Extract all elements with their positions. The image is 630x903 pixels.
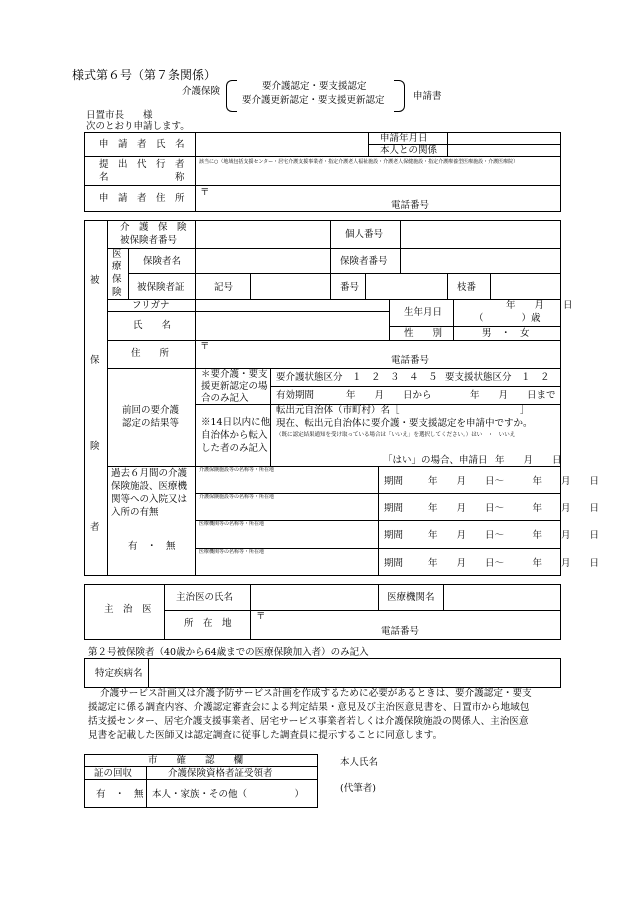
period-1-range[interactable]: 年 月 日～ 年 月 日 bbox=[428, 476, 600, 487]
doctor-phone-label: 電話番号 bbox=[381, 626, 420, 637]
doctor-label: 主 治 医 bbox=[104, 604, 152, 615]
medical-facility-1-field[interactable] bbox=[196, 528, 377, 547]
dob-ymd[interactable]: 年 月 日 bbox=[506, 300, 573, 311]
right-bracket bbox=[394, 80, 405, 112]
doctor-postal-mark: 〒 bbox=[256, 611, 266, 622]
relation-label: 本人との関係 bbox=[380, 145, 438, 156]
sex-options[interactable]: 男 ・ 女 bbox=[482, 328, 530, 339]
medical-vertical-4: 険 bbox=[112, 287, 122, 298]
insured-address-label: 住 所 bbox=[131, 348, 170, 359]
valid-from-field[interactable]: 年 月 日から bbox=[346, 390, 432, 401]
doctor-name-field[interactable] bbox=[251, 585, 377, 609]
transfer-from-close: ］ bbox=[520, 405, 530, 416]
previous-note-2: 援更新認定の場 bbox=[201, 381, 268, 392]
relation-field[interactable] bbox=[448, 145, 560, 155]
yes-case-date[interactable]: 年 月 日 bbox=[495, 455, 562, 466]
applicant-address-label: 申 請 者 住 所 bbox=[99, 193, 185, 204]
valid-period-label: 有効期間 bbox=[276, 390, 315, 401]
addressee: 日置市長 様 bbox=[86, 110, 153, 121]
medical-facility-2-label: 医療機関等の名称等・所在地 bbox=[199, 549, 265, 555]
yes-case-label: 「はい」の場合、申請日 bbox=[383, 455, 488, 466]
receiver-label: 介護保険資格者証受領者 bbox=[168, 768, 273, 779]
collect-label: 証の回収 bbox=[94, 768, 133, 779]
insured-vertical-2: 保 bbox=[90, 355, 100, 366]
medical-vertical-2: 療 bbox=[112, 261, 122, 272]
insurer-name-label: 保険者名 bbox=[143, 256, 182, 267]
proxy-label: (代筆者) bbox=[340, 783, 376, 794]
consent-line-3: 括支援センター、居宅介護支援事業者、居宅サービス事業者若しくは介護保険施設の関係人、主治医意 bbox=[88, 716, 529, 727]
disease-field[interactable] bbox=[149, 659, 560, 687]
applicant-postal-mark: 〒 bbox=[200, 187, 210, 198]
ins-no-label: 介 護 保 険 bbox=[120, 222, 187, 233]
receiver-options[interactable]: 本人・家族・その他（ ） bbox=[152, 789, 305, 800]
consent-line-2: 援認定に係る調査内容、介護認定審査会による判定結果・意見及び主治医意見書を、日置市から地域包 bbox=[88, 702, 530, 713]
facility-label: 過去６月間の介護 bbox=[111, 468, 188, 479]
insured-phone-label: 電話番号 bbox=[391, 355, 430, 366]
facility-yesno[interactable]: 有 ・ 無 bbox=[128, 541, 176, 552]
insurer-name-field[interactable] bbox=[196, 249, 329, 272]
doctor-address-field[interactable] bbox=[266, 611, 560, 625]
personal-no-field[interactable] bbox=[401, 221, 560, 247]
facility-label-4: 入所の有無 bbox=[111, 507, 159, 518]
facility-label-2: 保険施設、医療機 bbox=[111, 481, 188, 492]
application-date-field[interactable] bbox=[448, 133, 560, 143]
left-bracket bbox=[226, 80, 237, 112]
previous-note-3: 合のみ記入 bbox=[201, 393, 249, 404]
insured-vertical-3: 険 bbox=[90, 441, 100, 452]
applicant-phone-label: 電話番号 bbox=[391, 200, 430, 211]
facility-label-3: 関等への入院又は bbox=[111, 494, 188, 505]
applicant-address-field[interactable] bbox=[210, 187, 560, 199]
transfer-note-2: 自治体から転入 bbox=[201, 430, 268, 441]
option-initial: 要介護認定・要支援認定 bbox=[262, 81, 367, 92]
institution-field[interactable] bbox=[444, 585, 560, 609]
medical-facility-2-field[interactable] bbox=[196, 556, 377, 575]
period-2-range[interactable]: 年 月 日～ 年 月 日 bbox=[428, 503, 600, 514]
consent-line-4: 見書を記載した医師又は認定調査に従事した調査員に提示することに同意します。 bbox=[88, 730, 443, 741]
name-field[interactable] bbox=[196, 312, 388, 339]
sex-label: 性 別 bbox=[404, 328, 443, 339]
medical-vertical-3: 保 bbox=[112, 274, 122, 285]
ins-no-field[interactable] bbox=[196, 221, 329, 247]
transfer-from-field[interactable] bbox=[416, 405, 516, 416]
previous-label: 前回の要介護 bbox=[122, 405, 180, 416]
insured-vertical-4: 者 bbox=[90, 522, 100, 533]
transfer-note-3: した者のみ記入 bbox=[201, 443, 268, 454]
transfer-note: ※14日以内に他 bbox=[201, 417, 271, 428]
institution-label: 医療機関名 bbox=[387, 592, 435, 603]
period-3-label: 期間 bbox=[384, 530, 404, 541]
application-date-label: 申請年月日 bbox=[380, 133, 428, 144]
previous-note: ＊要介護・要支 bbox=[201, 369, 268, 380]
transfer-answer[interactable]: （既に認定結果通知を受け取っている場合は「いいえ」を選択してください。）はい ・ いいえ bbox=[276, 432, 516, 438]
person-name-label: 本人氏名 bbox=[340, 757, 379, 768]
branch-field[interactable] bbox=[491, 274, 560, 298]
agent-label-2: 名 称 bbox=[99, 172, 185, 183]
consent-line-1: 介護サービス計画又は介護予防サービス計画を作成するために必要があるときは、要介護認定・要支 bbox=[100, 688, 532, 699]
ins-no-label-2: 被保険者番号 bbox=[120, 235, 178, 246]
agent-name-field[interactable] bbox=[196, 166, 560, 184]
doctor-location-label: 所 在 地 bbox=[184, 618, 232, 629]
care-facility-2-field[interactable] bbox=[196, 501, 377, 519]
agent-type-note: 該当に○（地域包括支援センター・居宅介護支援事業者・指定介護老人福祉施設・介護老人保健施設・指定介護療養型医療施設・介護医療院） bbox=[199, 159, 519, 165]
person-name-field[interactable] bbox=[390, 757, 560, 771]
care-facility-2-label: 介護保険施設等の名称等・所在地 bbox=[199, 494, 275, 500]
care-facility-1-field[interactable] bbox=[196, 474, 377, 492]
insurance-label: 介護保険 bbox=[182, 86, 221, 97]
city-confirm-title: 市 確 認 欄 bbox=[148, 755, 244, 766]
valid-to-field[interactable]: 年 月 日まで bbox=[470, 390, 556, 401]
insurer-no-label: 保険者番号 bbox=[340, 256, 388, 267]
personal-no-label: 個人番号 bbox=[345, 229, 384, 240]
card-sign-field[interactable] bbox=[251, 274, 329, 298]
applicant-name-field[interactable] bbox=[196, 136, 368, 155]
insured-vertical-1: 被 bbox=[90, 275, 100, 286]
intro-text: 次のとおり申請します。 bbox=[86, 121, 190, 132]
doctor-name-label: 主治医の氏名 bbox=[176, 592, 234, 603]
form-number: 様式第６号（第７条関係） bbox=[72, 68, 217, 82]
care-facility-1-label: 介護保険施設等の名称等・所在地 bbox=[199, 467, 275, 473]
card-label: 被保険者証 bbox=[137, 282, 185, 293]
transfer-question: 現在、転出元自治体に要介護・要支援認定を申請中ですか。 bbox=[276, 418, 533, 429]
previous-label-2: 認定の結果等 bbox=[122, 418, 180, 429]
card-number-field[interactable] bbox=[366, 274, 446, 298]
furigana-label: フリガナ bbox=[132, 300, 170, 311]
insured-postal-mark: 〒 bbox=[200, 341, 210, 352]
medical-vertical-1: 医 bbox=[112, 249, 122, 260]
insured-address-field[interactable] bbox=[210, 341, 560, 354]
period-4-label: 期間 bbox=[384, 558, 404, 569]
period-1-label: 期間 bbox=[384, 476, 404, 487]
furigana-field[interactable] bbox=[196, 300, 388, 310]
disease-label: 特定疾病名 bbox=[95, 668, 143, 679]
period-2-label: 期間 bbox=[384, 503, 404, 514]
agent-label: 提 出 代 行 者 bbox=[99, 159, 185, 170]
name-label: 氏 名 bbox=[133, 320, 172, 331]
medical-facility-1-label: 医療機関等の名称等・所在地 bbox=[199, 521, 265, 527]
application-label: 申請書 bbox=[413, 91, 442, 102]
card-number-label: 番号 bbox=[340, 282, 360, 293]
age-field[interactable]: （ ）歳 bbox=[474, 313, 541, 324]
period-3-range[interactable]: 年 月 日～ 年 月 日 bbox=[428, 530, 600, 541]
second-insured-note: 第２号被保険者（40歳から64歳までの医療保険加入者）のみ記入 bbox=[88, 647, 369, 658]
transfer-from-label: 転出元自治体（市町村）名［ bbox=[276, 405, 400, 416]
care-level-options[interactable]: 要介護状態区分 １ ２ ３ ４ ５ bbox=[276, 372, 438, 383]
period-4-range[interactable]: 年 月 日～ 年 月 日 bbox=[428, 558, 600, 569]
branch-label: 枝番 bbox=[457, 282, 477, 293]
support-level-options[interactable]: 要支援状態区分 １ ２ bbox=[445, 372, 550, 383]
dob-label: 生年月日 bbox=[404, 307, 443, 318]
card-sign-label: 記号 bbox=[214, 282, 234, 293]
option-renewal: 要介護更新認定・要支援更新認定 bbox=[242, 95, 385, 106]
insurer-no-field[interactable] bbox=[401, 249, 560, 272]
proxy-field[interactable] bbox=[380, 783, 560, 797]
applicant-name-label: 申 請 者 氏 名 bbox=[99, 139, 185, 150]
collect-yesno[interactable]: 有 ・ 無 bbox=[96, 789, 144, 800]
